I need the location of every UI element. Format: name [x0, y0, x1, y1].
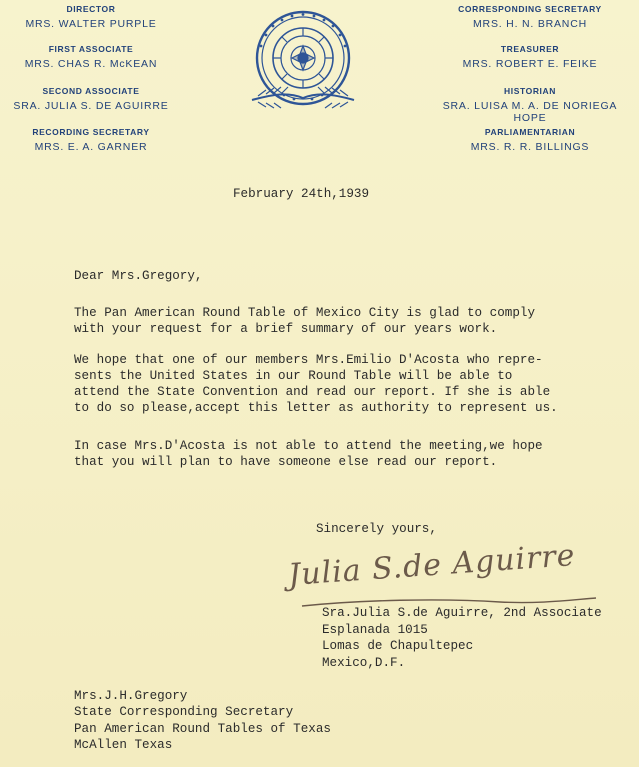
officer-role: TREASURER [500, 44, 560, 54]
body-line: We hope that one of our members Mrs.Emilio D'Acosta who repre- [74, 353, 543, 367]
body-line: The Pan American Round Table of Mexico City is glad to comply [74, 306, 536, 320]
recipient-line: State Corresponding Secretary [74, 705, 294, 719]
signer-line: Lomas de Chapultepec [322, 639, 474, 653]
salutation: Dear Mrs.Gregory, [74, 269, 203, 283]
officer-role: DIRECTOR [66, 4, 116, 14]
body-line: that you will plan to have someone else read our report. [74, 455, 498, 469]
officer-recording-secretary [6, 127, 176, 153]
officer-corresponding-secretary [430, 4, 630, 30]
recipient-line: Pan American Round Tables of Texas [74, 722, 331, 736]
officer-first-associate [6, 44, 176, 70]
handwritten-signature: Julia S.de Aguirre [287, 538, 577, 593]
recipient-line: Mrs.J.H.Gregory [74, 689, 188, 703]
body-line: to do so please,accept this letter as authority to represent us. [74, 401, 558, 415]
officer-name: MRS. R. R. BILLINGS [470, 141, 590, 153]
body-line: with your request for a brief summary of our years work. [74, 322, 498, 336]
officer-name: MRS. E. A. GARNER [34, 141, 148, 153]
officer-role: HISTORIAN [504, 86, 556, 96]
officer-second-associate [6, 86, 176, 112]
officer-role: PARLIAMENTARIAN [484, 127, 576, 137]
signer-line: Sra.Julia S.de Aguirre, 2nd Associate [322, 606, 602, 620]
officer-name: SRA. LUISA M. A. DE NORIEGA HOPE [442, 100, 618, 124]
officer-name: SRA. JULIA S. DE AGUIRRE [13, 100, 169, 112]
officer-name: MRS. ROBERT E. FEIKE [462, 58, 598, 70]
officer-role: FIRST ASSOCIATE [48, 44, 134, 54]
pan-american-round-table-seal-icon [244, 2, 362, 128]
officer-name: MRS. H. N. BRANCH [473, 18, 587, 30]
officer-historian [430, 86, 630, 124]
officer-role: RECORDING SECRETARY [32, 127, 150, 137]
officer-role: SECOND ASSOCIATE [42, 86, 140, 96]
officer-role: CORRESPONDING SECRETARY [458, 4, 602, 14]
officer-director [6, 4, 176, 30]
recipient-line: McAllen Texas [74, 738, 173, 752]
closing: Sincerely yours, [316, 522, 437, 536]
officer-name: MRS. CHAS R. McKEAN [24, 58, 158, 70]
letter-date: February 24th,1939 [233, 187, 370, 201]
body-line: In case Mrs.D'Acosta is not able to attend the meeting,we hope [74, 439, 543, 453]
officer-name: MRS. WALTER PURPLE [25, 18, 157, 30]
signer-line: Esplanada 1015 [322, 623, 428, 637]
officer-treasurer [430, 44, 630, 70]
body-line: sents the United States in our Round Table will be able to [74, 369, 513, 383]
officer-parliamentarian [430, 127, 630, 153]
body-line: attend the State Convention and read our report. If she is able [74, 385, 551, 399]
signer-line: Mexico,D.F. [322, 656, 406, 670]
